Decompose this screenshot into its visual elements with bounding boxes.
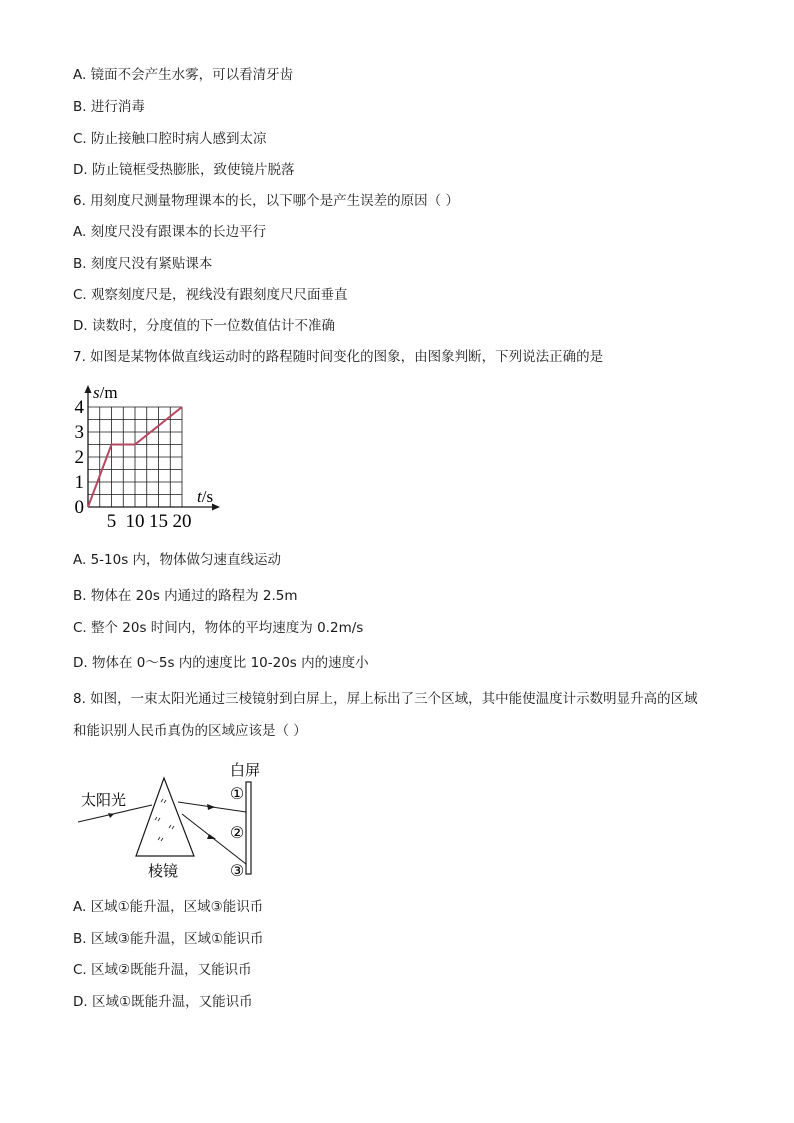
region-2-label: ② bbox=[229, 823, 245, 842]
sunlight-label: 太阳光 bbox=[81, 791, 127, 809]
q6-stem: 6. 用刻度尺测量物理课本的长，以下哪个是产生误差的原因（ ） bbox=[73, 193, 459, 209]
prism-diagram bbox=[70, 760, 280, 885]
q7-option-b: B. 物体在 20s 内通过的路程为 2.5m bbox=[73, 588, 298, 604]
y-axis-label: s/m bbox=[93, 383, 118, 402]
q7-option-d: D. 物体在 0～5s 内的速度比 10-20s 内的速度小 bbox=[73, 655, 369, 671]
x-tick-label: 20 bbox=[172, 511, 192, 532]
x-tick-label: 10 bbox=[125, 511, 145, 532]
y-tick-label: 0 bbox=[74, 497, 84, 518]
q5-option-b: B. 进行消毒 bbox=[73, 99, 145, 115]
q8-stem-line2: 和能识别人民币真伪的区域应该是（ ） bbox=[73, 723, 307, 739]
y-tick-label: 1 bbox=[74, 472, 84, 493]
x-tick-label: 5 bbox=[106, 511, 117, 532]
screen-label: 白屏 bbox=[230, 761, 261, 779]
q6-option-b: B. 刻度尺没有紧贴课本 bbox=[73, 256, 213, 272]
y-tick-labels bbox=[75, 397, 85, 518]
q6-option-a: A. 刻度尺没有跟课本的长边平行 bbox=[73, 224, 267, 240]
x-tick-label: 15 bbox=[149, 511, 168, 532]
region-1-label: ① bbox=[229, 784, 245, 803]
q5-option-c: C. 防止接触口腔时病人感到太凉 bbox=[73, 131, 267, 147]
q6-option-c: C. 观察刻度尺是，视线没有跟刻度尺尺面垂直 bbox=[73, 287, 348, 303]
y-tick-label: 2 bbox=[74, 447, 84, 468]
q7-option-a: A. 5-10s 内，物体做匀速直线运动 bbox=[73, 552, 282, 568]
region-3-label: ③ bbox=[229, 861, 245, 880]
y-tick-label: 4 bbox=[74, 397, 84, 418]
y-tick-label: 3 bbox=[74, 422, 84, 443]
s-t-graph bbox=[70, 380, 230, 535]
graph-grid bbox=[88, 407, 182, 507]
refracted-arrow-top bbox=[207, 804, 215, 810]
q8-option-c: C. 区域②既能升温，又能识币 bbox=[73, 962, 252, 978]
q8-option-b: B. 区域③能升温，区域①能识币 bbox=[73, 931, 264, 947]
q8-option-a: A. 区域①能升温，区域③能识币 bbox=[73, 899, 264, 915]
q7-stem: 7. 如图是某物体做直线运动时的路程随时间变化的图象，由图象判断，下列说法正确的是 bbox=[73, 349, 604, 365]
x-tick-labels bbox=[107, 511, 192, 532]
q7-option-c: C. 整个 20s 时间内，物体的平均速度为 0.2m/s bbox=[73, 620, 364, 636]
q8-stem-line1: 8. 如图，一束太阳光通过三棱镜射到白屏上，屏上标出了三个区域，其中能使温度计示数明显升高的区域 bbox=[73, 691, 698, 707]
q5-option-d: D. 防止镜框受热膨胀，致使镜片脱落 bbox=[73, 162, 295, 178]
q8-option-d: D. 区域①既能升温，又能识币 bbox=[73, 994, 253, 1010]
white-screen bbox=[246, 782, 251, 874]
q5-option-a: A. 镜面不会产生水雾，可以看清牙齿 bbox=[73, 67, 294, 83]
prism-label: 棱镜 bbox=[147, 862, 179, 880]
q6-option-d: D. 读数时，分度值的下一位数值估计不准确 bbox=[73, 318, 335, 334]
x-axis-label: t/s bbox=[197, 487, 214, 506]
